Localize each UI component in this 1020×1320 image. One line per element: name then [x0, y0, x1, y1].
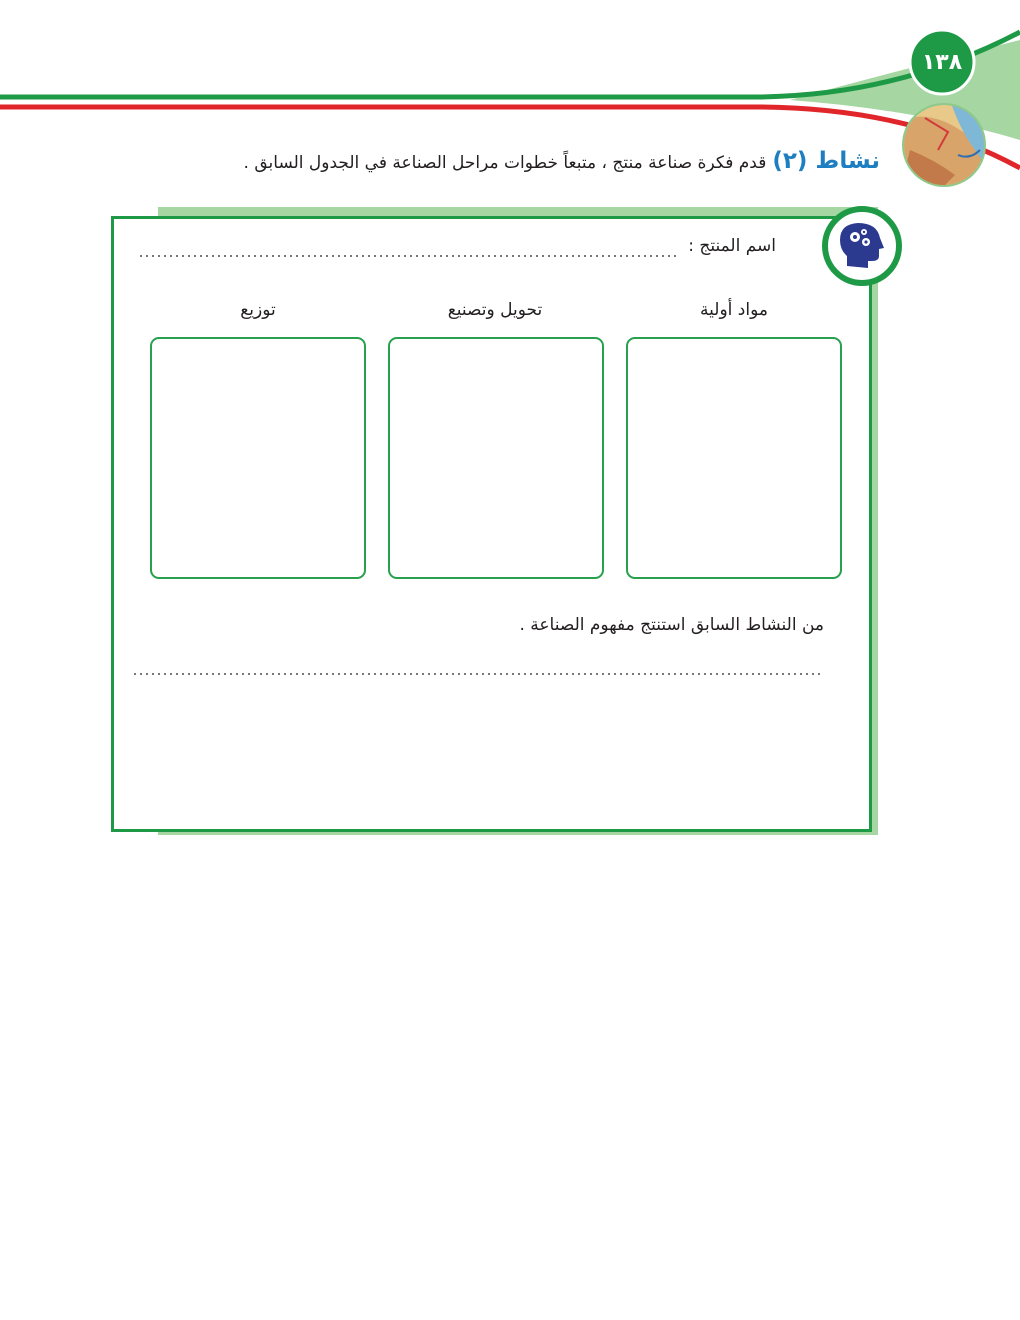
conclusion-prompt: من النشاط السابق استنتج مفهوم الصناعة .	[519, 615, 824, 635]
product-name-field[interactable]	[138, 255, 676, 257]
processing-box[interactable]	[388, 337, 604, 579]
page-number: ١٣٨	[921, 49, 963, 75]
brain-gears-icon	[822, 206, 902, 286]
activity-instruction: قدم فكرة صناعة منتج ، متبعاً خطوات مراحل الصناعة في الجدول السابق .	[243, 153, 767, 173]
column-label-processing: تحويل وتصنيع	[447, 300, 543, 320]
conclusion-answer-field[interactable]	[132, 673, 822, 675]
product-name-label: اسم المنتج :	[688, 236, 776, 256]
column-label-raw-materials: مواد أولية	[700, 300, 768, 320]
activity-title: نشاط (٢)	[772, 148, 880, 174]
activity-heading	[244, 146, 880, 178]
column-label-distribution: توزيع	[240, 300, 276, 320]
distribution-box[interactable]	[150, 337, 366, 579]
raw-materials-box[interactable]	[626, 337, 842, 579]
